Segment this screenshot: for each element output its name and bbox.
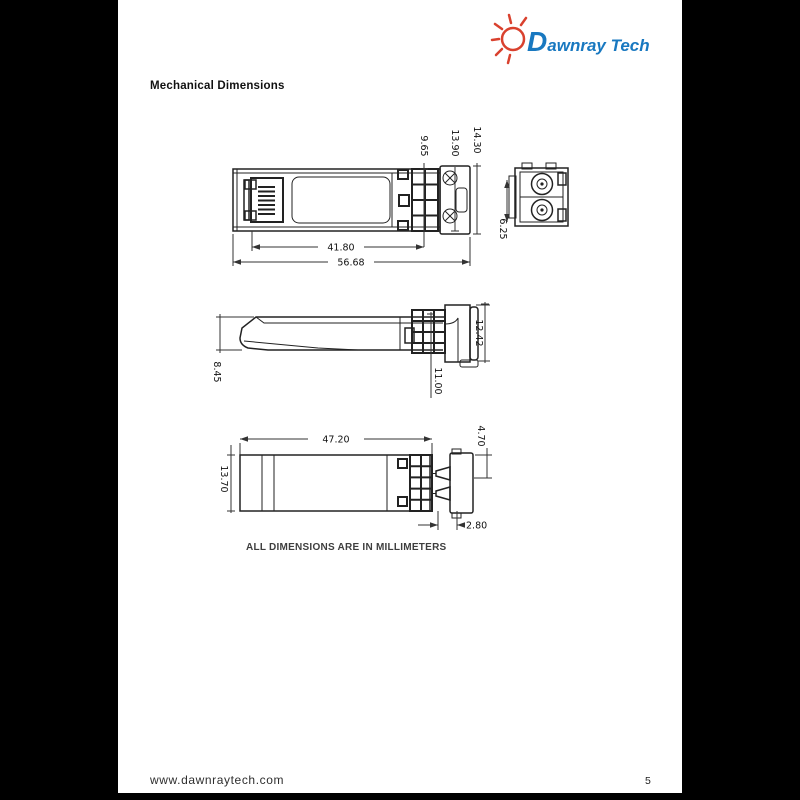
dim-6-25: 6.25: [497, 218, 508, 240]
emi-fingers-top: [412, 169, 438, 231]
dim-41-80: 41.80: [327, 242, 355, 254]
emi-fingers-bottom: [410, 455, 432, 511]
dim-12-42: 12.42: [473, 319, 484, 347]
dim-13-70: 13.70: [218, 465, 229, 493]
brand-wordmark: Dawnray Tech: [527, 26, 650, 57]
label-area: [292, 177, 390, 223]
page-title: Mechanical Dimensions: [150, 80, 285, 92]
mechanical-drawings: [118, 110, 682, 565]
dim-8-45: 8.45: [211, 361, 222, 383]
datasheet-page: [118, 0, 682, 793]
bail-latch: [244, 178, 283, 222]
dim-14-30: 14.30: [471, 126, 482, 154]
front-view-drawing: [497, 163, 568, 240]
bottom-view-drawing: [218, 425, 492, 531]
dimensions-note: ALL DIMENSIONS ARE IN MILLIMETERS: [246, 542, 447, 553]
company-logo: [490, 8, 676, 70]
dim-13-90: 13.90: [449, 129, 460, 157]
lc-receptacles: [432, 467, 450, 500]
footer-website: www.dawnraytech.com: [150, 773, 285, 787]
dim-56-68: 56.68: [337, 257, 365, 269]
footer-page-number: 5: [645, 775, 651, 787]
dim-47-20: 47.20: [322, 434, 350, 446]
side-view-drawing: [211, 302, 490, 398]
dim-4-70: 4.70: [475, 425, 486, 447]
dim-9-65: 9.65: [418, 135, 429, 157]
dim-2-80: 2.80: [466, 520, 488, 532]
top-view-drawing: [233, 126, 482, 268]
dim-11-00: 11.00: [432, 367, 443, 395]
